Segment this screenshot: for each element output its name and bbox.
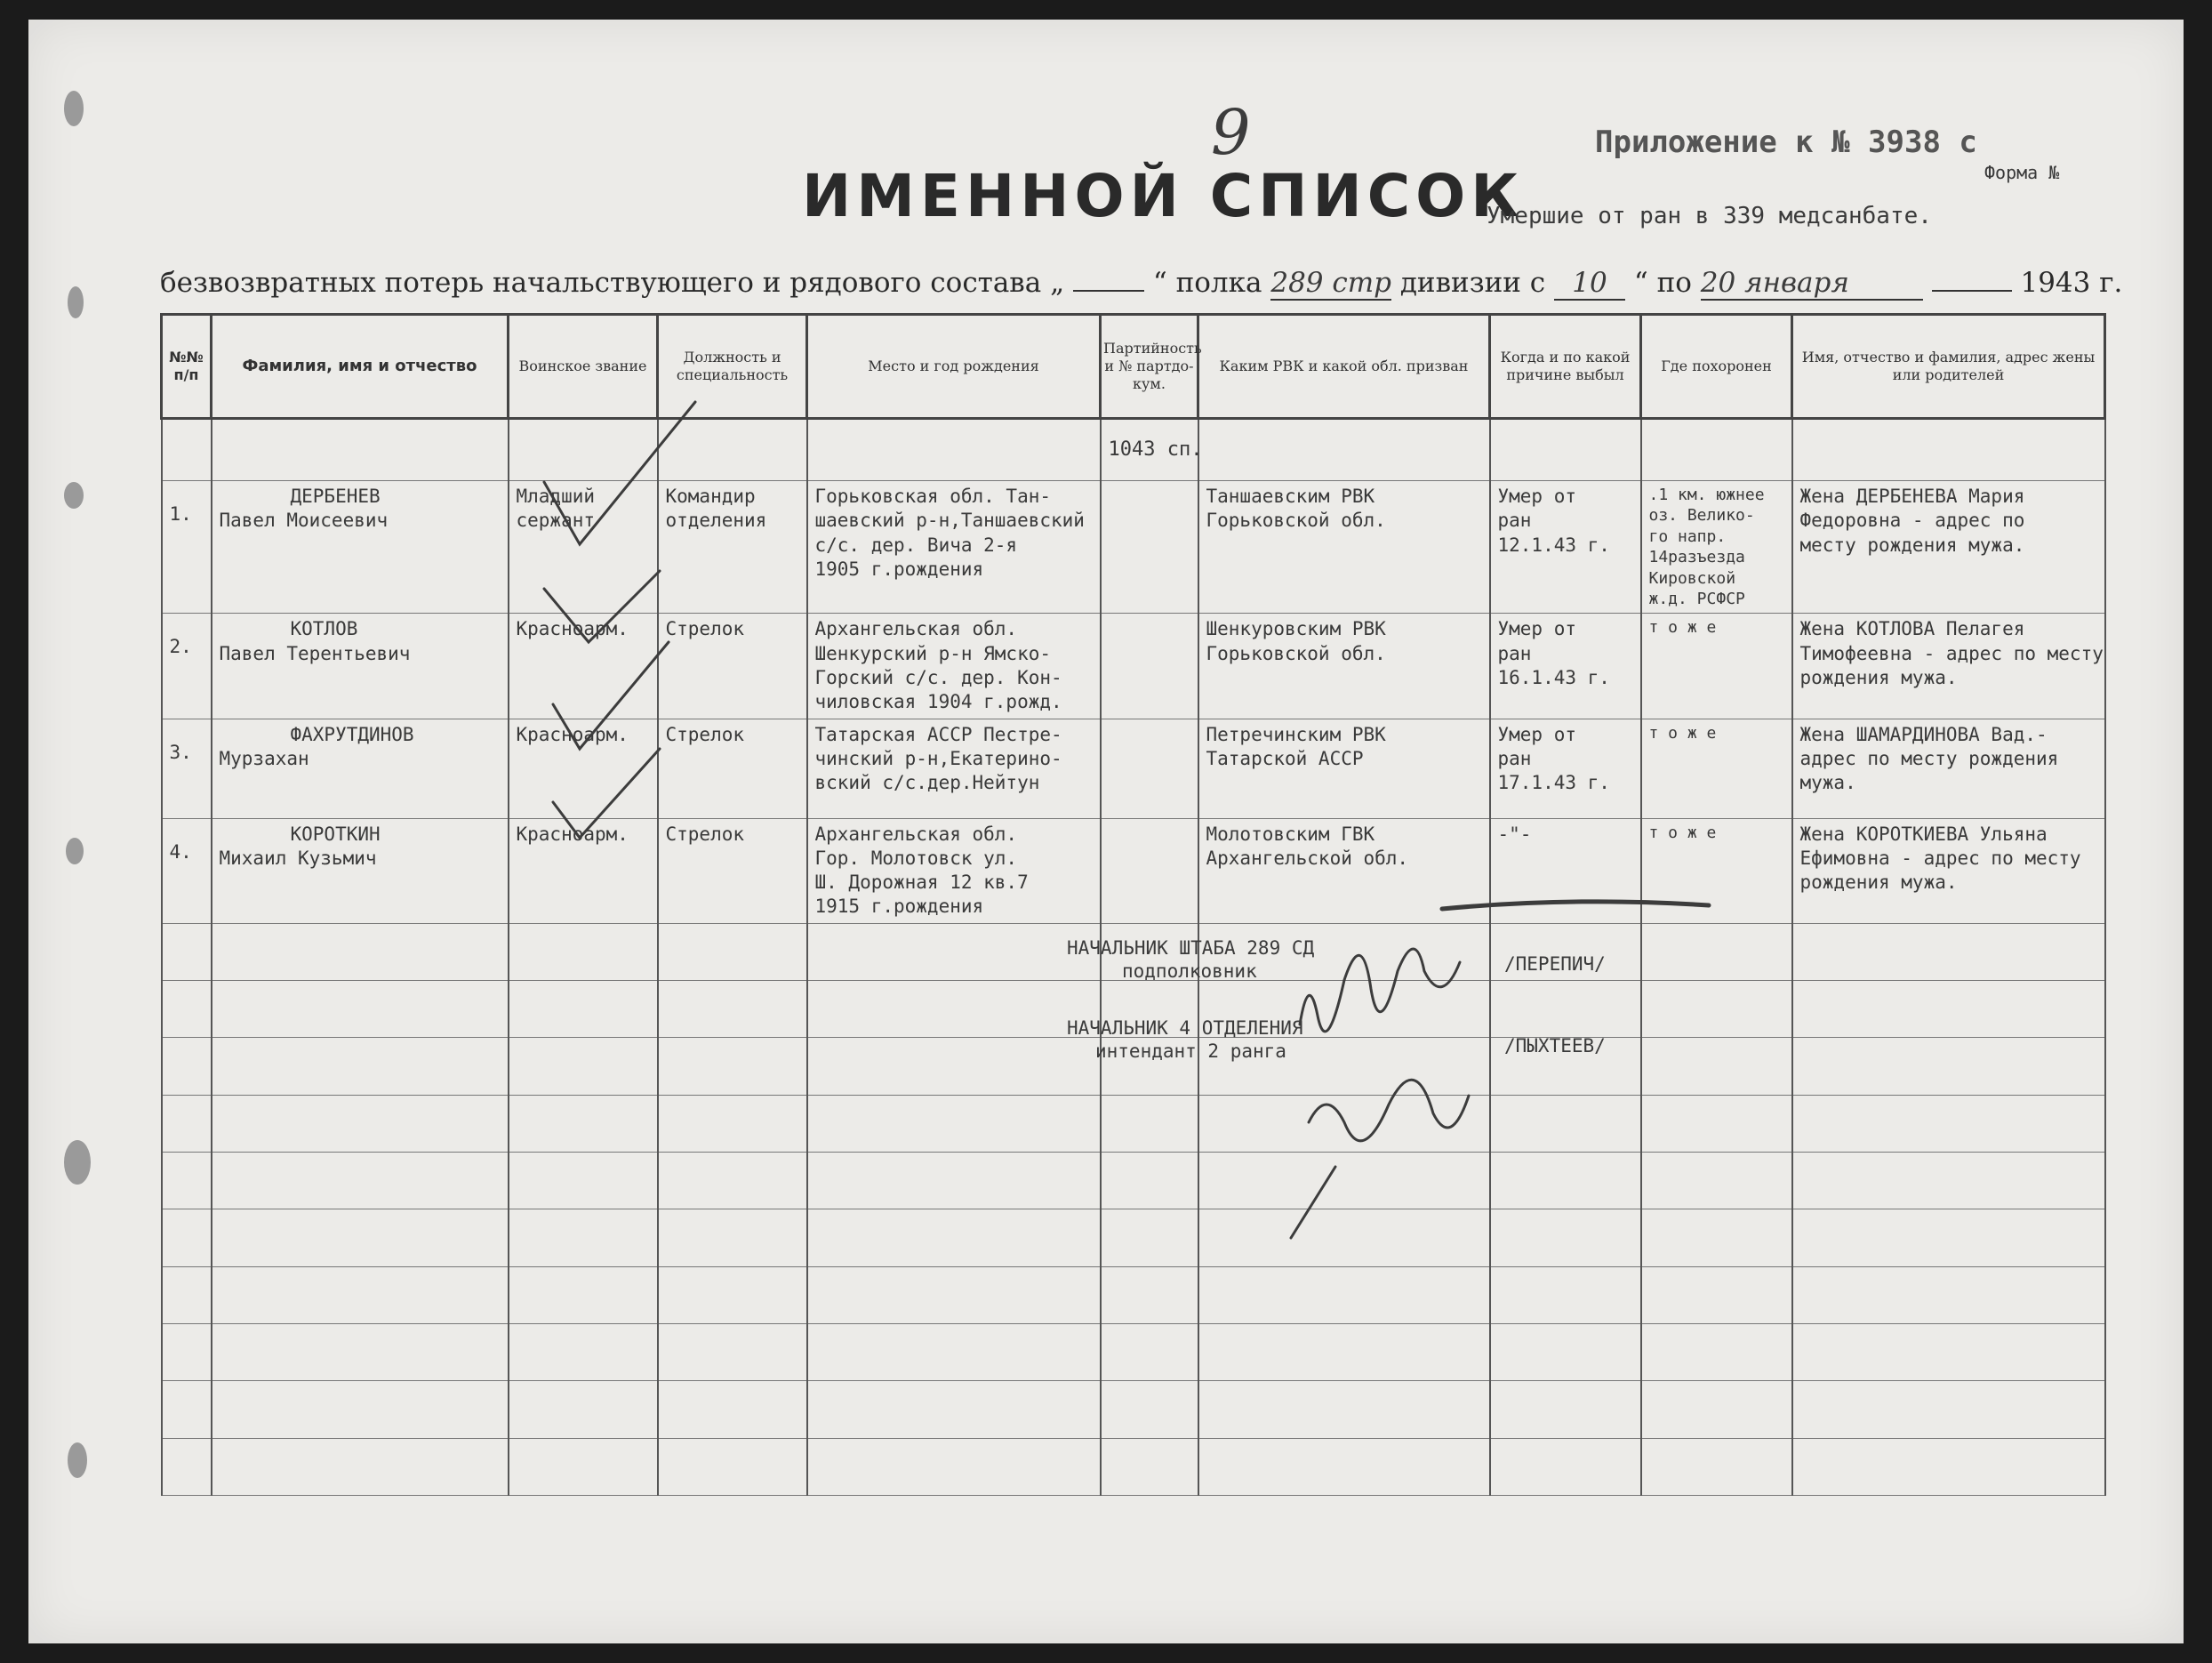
date-to-value: 20 января	[1701, 267, 1923, 301]
cell-num: 2.	[162, 614, 212, 719]
cell-line: отделения	[665, 510, 767, 532]
cell-line: го напр.	[1648, 526, 1727, 546]
cell-line: ФАХРУТДИНОВ	[290, 723, 414, 745]
cell-line: Жена КОТЛОВА Пелагея	[1799, 618, 2025, 640]
punch-hole	[64, 482, 84, 509]
dept-chief-title: НАЧАЛЬНИК 4 ОТДЕЛЕНИЯ	[1067, 1017, 1303, 1039]
cell-rvk	[1198, 481, 1490, 614]
cell-line: Горьковской обл.	[1206, 510, 1386, 532]
cell-line: Жена КОРОТКИЕВА Ульяна	[1799, 823, 2048, 845]
line-division-label: дивизии с	[1399, 267, 1546, 299]
dept-chief-name: /ПЫХТЕЕВ/	[1504, 1035, 1606, 1056]
cell-line: Татарской АССР	[1206, 747, 1364, 769]
cell-line: Горьковской обл.	[1206, 642, 1386, 664]
cell-line: Красноарм.	[516, 823, 629, 845]
form-label: Форма №	[1984, 162, 2060, 183]
document-stamp: Приложение к № 3938 с	[1595, 125, 1977, 160]
cell-line: Красноарм.	[516, 618, 629, 640]
cell-line: Шенкурский р-н Ямско-	[814, 642, 1052, 664]
cell-rvk	[1198, 719, 1490, 818]
cell-line: 1905 г.рождения	[814, 558, 984, 580]
cell-rank	[509, 719, 658, 818]
table-row	[162, 614, 2105, 719]
cell-rank	[509, 614, 658, 719]
cell-relatives	[1792, 481, 2105, 614]
cell-line: КОРОТКИН	[290, 823, 381, 845]
cell-when	[1490, 481, 1641, 614]
cell-name	[212, 719, 509, 818]
table-row	[162, 481, 2105, 614]
cell-line: адрес по месту рождения	[1799, 747, 2059, 769]
cell-line: 16.1.43 г.	[1497, 666, 1610, 688]
cell-name	[212, 818, 509, 923]
cell-rank	[509, 481, 658, 614]
cell-line: ран	[1497, 510, 1532, 532]
cell-line: ДЕРБЕНЕВ	[290, 486, 381, 507]
cell-birth	[807, 818, 1101, 923]
cell-line: .1 км. южнее	[1648, 486, 1765, 504]
year-value: 1943 г.	[2020, 267, 2123, 299]
cell-line: Стрелок	[665, 823, 745, 845]
cell-buried	[1641, 818, 1792, 923]
cell-line: шаевский р-н,Таншаевский	[814, 510, 1085, 532]
cell-num: 1.	[162, 481, 212, 614]
cell-line: т о ж е	[1648, 723, 1717, 743]
cell-line: т о ж е	[1648, 618, 1717, 638]
line-to-label: по	[1656, 267, 1692, 299]
cell-line: т о ж е	[1648, 823, 1717, 842]
col-header: Где похоронен	[1641, 315, 1792, 419]
cell-line: рождения мужа.	[1799, 872, 1958, 894]
empty-row	[162, 1324, 2105, 1381]
cell-line: Петречинским РВК	[1206, 723, 1386, 745]
cell-line: Шенкуровским РВК	[1206, 618, 1386, 640]
cell-line: рождения мужа.	[1799, 666, 1958, 688]
cell-party	[1101, 614, 1198, 719]
cell-line: Татарская АССР Пестре-	[814, 723, 1062, 745]
cell-relatives	[1792, 719, 2105, 818]
table-row	[162, 419, 2105, 481]
cell-line: Командир	[665, 486, 756, 507]
cell-name	[212, 481, 509, 614]
cell-line: Младший	[516, 486, 596, 507]
cell-buried	[1641, 719, 1792, 818]
cell-line: Жена ДЕРБЕНЕВА Мария	[1799, 486, 2025, 507]
cell-line: Стрелок	[665, 618, 745, 640]
cell-rvk	[1198, 614, 1490, 719]
cell-line: Ефимовна - адрес по месту	[1799, 847, 2081, 869]
cell-relatives	[1792, 614, 2105, 719]
cell-position	[658, 719, 807, 818]
cell-line: Жена ШАМАРДИНОВА Вад.-	[1799, 723, 2048, 745]
cell-line: КОТЛОВ	[290, 618, 358, 640]
cell-birth	[807, 614, 1101, 719]
punch-hole	[66, 838, 84, 864]
cell-line: -"-	[1497, 823, 1532, 845]
cell-line: 1915 г.рождения	[814, 896, 984, 918]
cell-when	[1490, 614, 1641, 719]
punch-hole	[68, 1442, 87, 1478]
document-subtitle: Умершие от ран в 339 медсанбате.	[1487, 203, 1932, 229]
chief-of-staff-name: /ПЕРЕПИЧ/	[1504, 953, 1606, 975]
cell-position	[658, 818, 807, 923]
col-header: Партийность и № партдо-кум.	[1101, 315, 1198, 419]
cell-line: Умер от	[1497, 618, 1577, 640]
line-polka-label: полка	[1175, 267, 1262, 299]
col-header: Имя, отчество и фамилия, адрес жены или родителей	[1792, 315, 2105, 419]
cell-line: Тимофеевна - адрес по месту	[1799, 642, 2104, 664]
cell-line: Архангельская обл.	[814, 618, 1018, 640]
cell-line: Михаил Кузьмич	[219, 847, 377, 869]
cell-line: сержант	[516, 510, 596, 532]
cell-line: 14разъезда	[1648, 548, 1745, 567]
col-header: Воинское звание	[509, 315, 658, 419]
loss-list-table	[160, 313, 2106, 1496]
empty-row	[162, 1438, 2105, 1495]
cell-party	[1101, 818, 1198, 923]
cell-line: Горский с/с. дер. Кон-	[814, 666, 1062, 688]
cell-party	[1101, 481, 1198, 614]
cell-line: с/с. дер. Вича 2-я	[814, 534, 1018, 556]
cell-line: Павел Терентьевич	[219, 642, 411, 664]
chief-of-staff-title: НАЧАЛЬНИК ШТАБА 289 СД	[1067, 937, 1315, 959]
cell-buried	[1641, 614, 1792, 719]
cell-birth	[807, 719, 1101, 818]
party-preamble: 1043 сп.	[1101, 419, 1198, 481]
line-quote: “	[1152, 267, 1167, 299]
cell-num: 4.	[162, 818, 212, 923]
cell-line: оз. Велико-	[1648, 506, 1755, 526]
cell-when	[1490, 719, 1641, 818]
cell-line: чинский р-н,Екатерино-	[814, 747, 1062, 769]
table-header-row	[162, 315, 2105, 419]
cell-position	[658, 481, 807, 614]
cell-birth	[807, 481, 1101, 614]
date-from-value: 10	[1554, 267, 1625, 301]
cell-line: Павел Моисеевич	[219, 510, 389, 532]
col-header: Место и год рождения	[807, 315, 1101, 419]
col-header: Должность и специальность	[658, 315, 807, 419]
empty-row	[162, 1266, 2105, 1323]
cell-line: Кировской	[1648, 568, 1736, 588]
regiment-value: 289 стр	[1270, 267, 1391, 299]
cell-line: мужа.	[1799, 772, 1856, 794]
col-header: Каким РВК и какой обл. призван	[1198, 315, 1490, 419]
empty-row	[162, 1095, 2105, 1152]
header-line: безвозвратных потерь начальствующего и рядового состава „ “ полка 289 стр дивизии с 10 “ по 20 января 1943 г.	[160, 267, 2123, 299]
cell-line: 12.1.43 г.	[1497, 534, 1610, 556]
cell-party	[1101, 719, 1198, 818]
empty-row	[162, 1153, 2105, 1209]
cell-line: месту рождения мужа.	[1799, 534, 2025, 556]
cell-line: ж.д. РСФСР	[1648, 589, 1745, 608]
dept-chief-rank: интендант 2 ранга	[1095, 1040, 1286, 1062]
empty-row	[162, 1209, 2105, 1266]
cell-line: Стрелок	[665, 723, 745, 745]
col-header: №№ п/п	[162, 315, 212, 419]
cell-line: Ш. Дорожная 12 кв.7	[814, 872, 1029, 894]
punch-hole	[68, 286, 84, 318]
cell-line: 17.1.43 г.	[1497, 772, 1610, 794]
table-row	[162, 818, 2105, 923]
cell-line: чиловская 1904 г.рожд.	[814, 691, 1062, 713]
cell-num: 3.	[162, 719, 212, 818]
cell-line: Гор. Молотовск ул.	[814, 847, 1018, 869]
handwritten-page-number: 9	[1211, 96, 1251, 169]
cell-line: Красноарм.	[516, 723, 629, 745]
col-header: Когда и по какой причине выбыл	[1490, 315, 1641, 419]
punch-hole	[64, 91, 84, 126]
col-header: Фамилия, имя и отчество	[212, 315, 509, 419]
cell-rvk	[1198, 818, 1490, 923]
cell-line: Архангельской обл.	[1206, 847, 1409, 869]
cell-line: Федоровна - адрес по	[1799, 510, 2025, 532]
cell-line: вский с/с.дер.Нейтун	[814, 772, 1040, 794]
cell-relatives	[1792, 818, 2105, 923]
cell-when	[1490, 818, 1641, 923]
document-title: ИМЕННОЙ СПИСОК	[802, 162, 1525, 230]
cell-line: ран	[1497, 747, 1532, 769]
punch-hole	[64, 1140, 91, 1185]
chief-of-staff-rank: подполковник	[1122, 960, 1257, 982]
cell-line: Умер от	[1497, 723, 1577, 745]
cell-line: ран	[1497, 642, 1532, 664]
cell-line: Таншаевским РВК	[1206, 486, 1375, 507]
cell-line: Мурзахан	[219, 747, 309, 769]
cell-line: Горьковская обл. Тан-	[814, 486, 1052, 507]
cell-line: Молотовским ГВК	[1206, 823, 1375, 845]
document-page	[28, 20, 2184, 1643]
line-prefix: безвозвратных потерь начальствующего и рядового состава „	[160, 267, 1065, 299]
table-row	[162, 719, 2105, 818]
cell-name	[212, 614, 509, 719]
cell-line: Умер от	[1497, 486, 1577, 507]
cell-buried	[1641, 481, 1792, 614]
cell-rank	[509, 818, 658, 923]
cell-line: Архангельская обл.	[814, 823, 1018, 845]
empty-row	[162, 1381, 2105, 1438]
cell-position	[658, 614, 807, 719]
